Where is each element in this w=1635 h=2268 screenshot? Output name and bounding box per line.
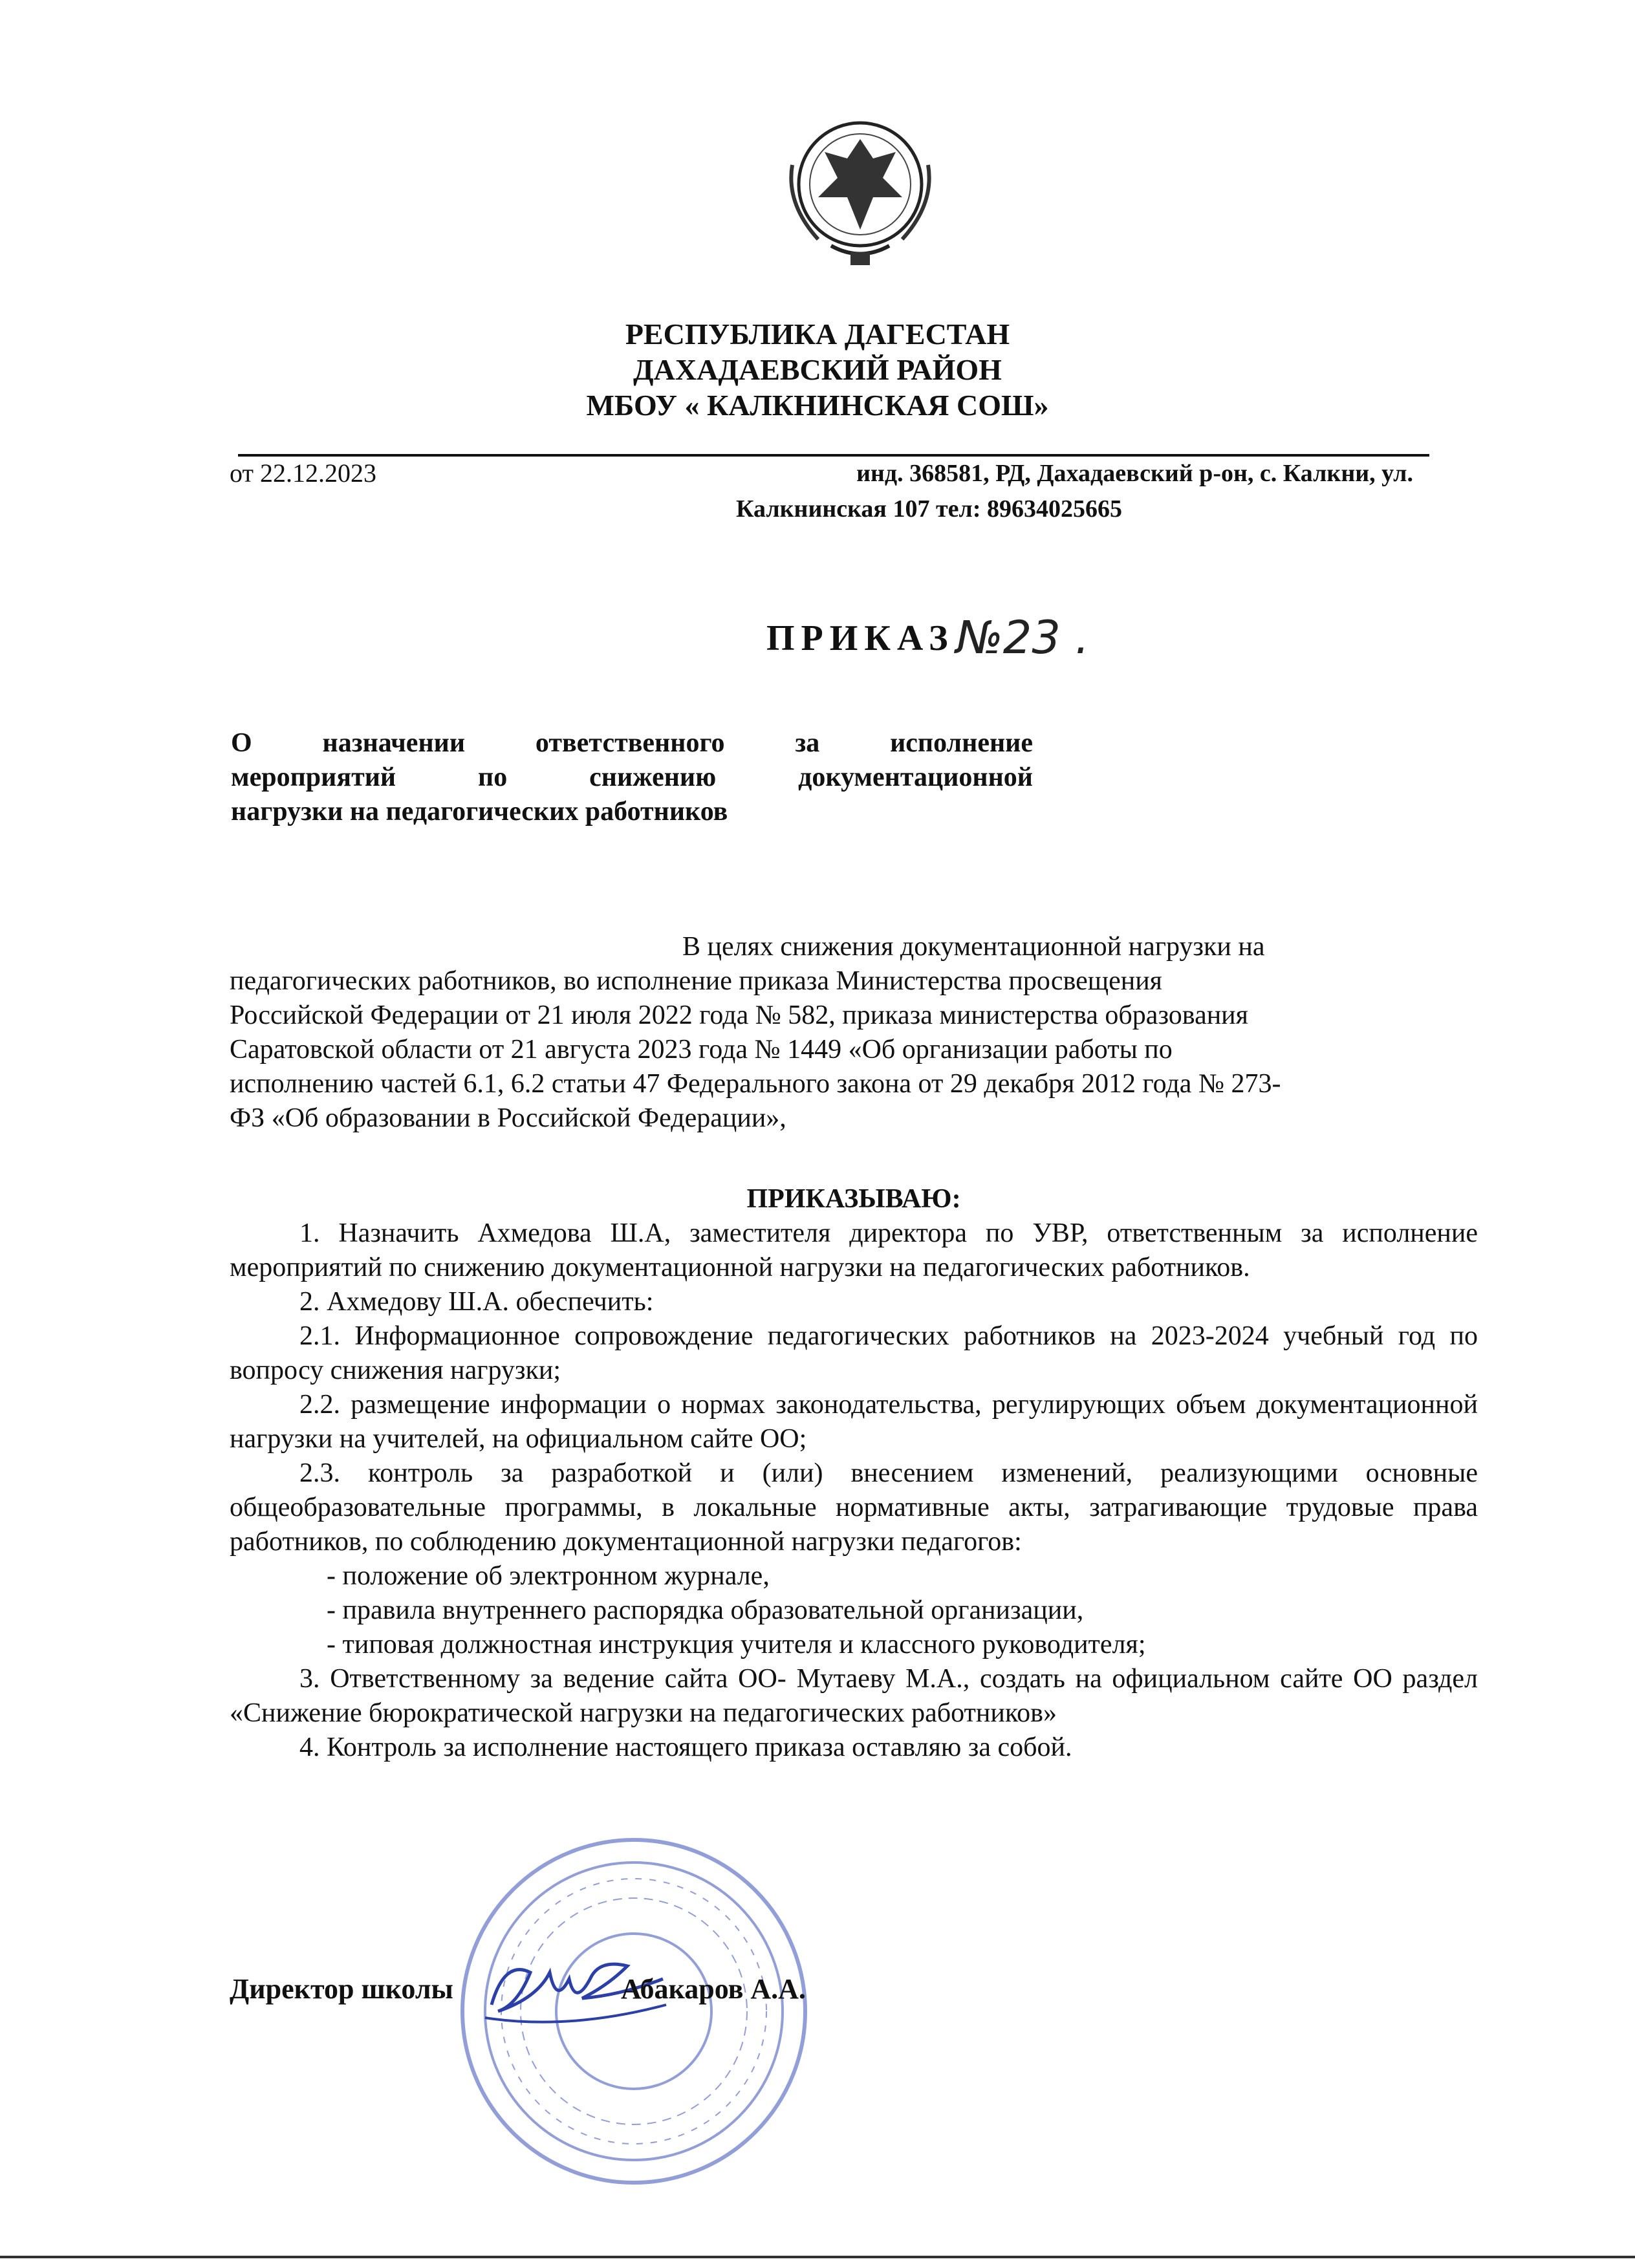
preamble-line-2: педагогических работников, во исполнение приказа Министерства просвещения bbox=[230, 966, 1162, 996]
scan-edge-line bbox=[0, 2256, 1635, 2258]
item-dash-2: - правила внутреннего распорядка образовательной организации, bbox=[327, 1595, 1084, 1625]
subject-line-1: О назначении ответственного за исполнение bbox=[231, 728, 1033, 758]
order-number-handwritten: №23 . bbox=[956, 611, 1090, 664]
coat-of-arms-emblem bbox=[766, 100, 954, 275]
address-line-2: Калкнинская 107 тел: 89634025665 bbox=[735, 495, 1122, 523]
item-dash-1: - положение об электронном журнале, bbox=[327, 1561, 770, 1591]
order-title: ПРИКАЗ bbox=[766, 618, 955, 658]
preamble-line-4: Саратовской области от 21 августа 2023 года № 1449 «Об организации работы по bbox=[230, 1035, 1173, 1064]
item-dash-3: - типовая должностная инструкция учителя и классного руководителя; bbox=[327, 1630, 1146, 1659]
order-subject bbox=[231, 726, 1033, 829]
preamble-line-1: В целях снижения документационной нагрузки на bbox=[682, 932, 1265, 962]
school-address bbox=[682, 456, 1413, 527]
item-2-1: 2.1. Информационное сопровождение педагогических работников на 2023-2024 учебный год по вопросу снижения нагрузки; bbox=[230, 1321, 1478, 1385]
signature-position: Директор школы bbox=[230, 1973, 453, 2005]
header-republic: РЕСПУБЛИКА ДАГЕСТАН bbox=[625, 318, 1010, 351]
item-3: 3. Ответственному за ведение сайта ОО- Мутаеву М.А., создать на официальном сайте ОО раздел «Снижение бюрократической нагрузки на педагогических работников» bbox=[230, 1664, 1478, 1728]
document-date: от 22.12.2023 bbox=[230, 459, 376, 488]
item-1: 1. Назначить Ахмедова Ш.А, заместителя директора по УВР, ответственным за исполнение мероприятий по снижению документационной нагрузки на педагогических работников. bbox=[230, 1218, 1478, 1282]
subject-line-3: нагрузки на педагогических работников bbox=[231, 797, 728, 826]
item-2-2: 2.2. размещение информации о нормах законодательства, регулирующих объем документационной нагрузки на учителей, на официальном сайте ОО; bbox=[230, 1390, 1478, 1454]
item-4: 4. Контроль за исполнение настоящего приказа оставляю за собой. bbox=[299, 1733, 1072, 1762]
subject-line-2: мероприятий по снижению документационной bbox=[231, 762, 1033, 792]
preamble-line-3: Российской Федерации от 21 июля 2022 года № 582, приказа министерства образования bbox=[230, 1000, 1248, 1030]
order-preamble bbox=[230, 930, 1478, 1136]
address-line-1: инд. 368581, РД, Дахадаевский р-он, с. Калкни, ул. bbox=[856, 460, 1413, 487]
order-items bbox=[230, 1182, 1478, 1765]
item-2: 2. Ахмедову Ш.А. обеспечить: bbox=[299, 1287, 654, 1317]
preamble-line-6: ФЗ «Об образовании в Российской Федерации», bbox=[230, 1103, 786, 1133]
preamble-line-5: исполнению частей 6.1, 6.2 статьи 47 Федерального закона от 29 декабря 2012 года № 273- bbox=[230, 1069, 1281, 1099]
header-district: ДАХАДАЕВСКИЙ РАЙОН bbox=[633, 353, 1002, 386]
decree-word: ПРИКАЗЫВАЮ: bbox=[746, 1184, 961, 1214]
item-2-3: 2.3. контроль за разработкой и (или) внесением изменений, реализующими основные общеобразовательные программы, в локальные нормативные акты, затрагивающие трудовые права работников, по соблюдению документационной нагрузки педагогов: bbox=[230, 1458, 1478, 1557]
signature-name: Абакаров А.А. bbox=[621, 1973, 806, 2005]
header-school: МБОУ « КАЛКНИНСКАЯ СОШ» bbox=[586, 389, 1049, 422]
